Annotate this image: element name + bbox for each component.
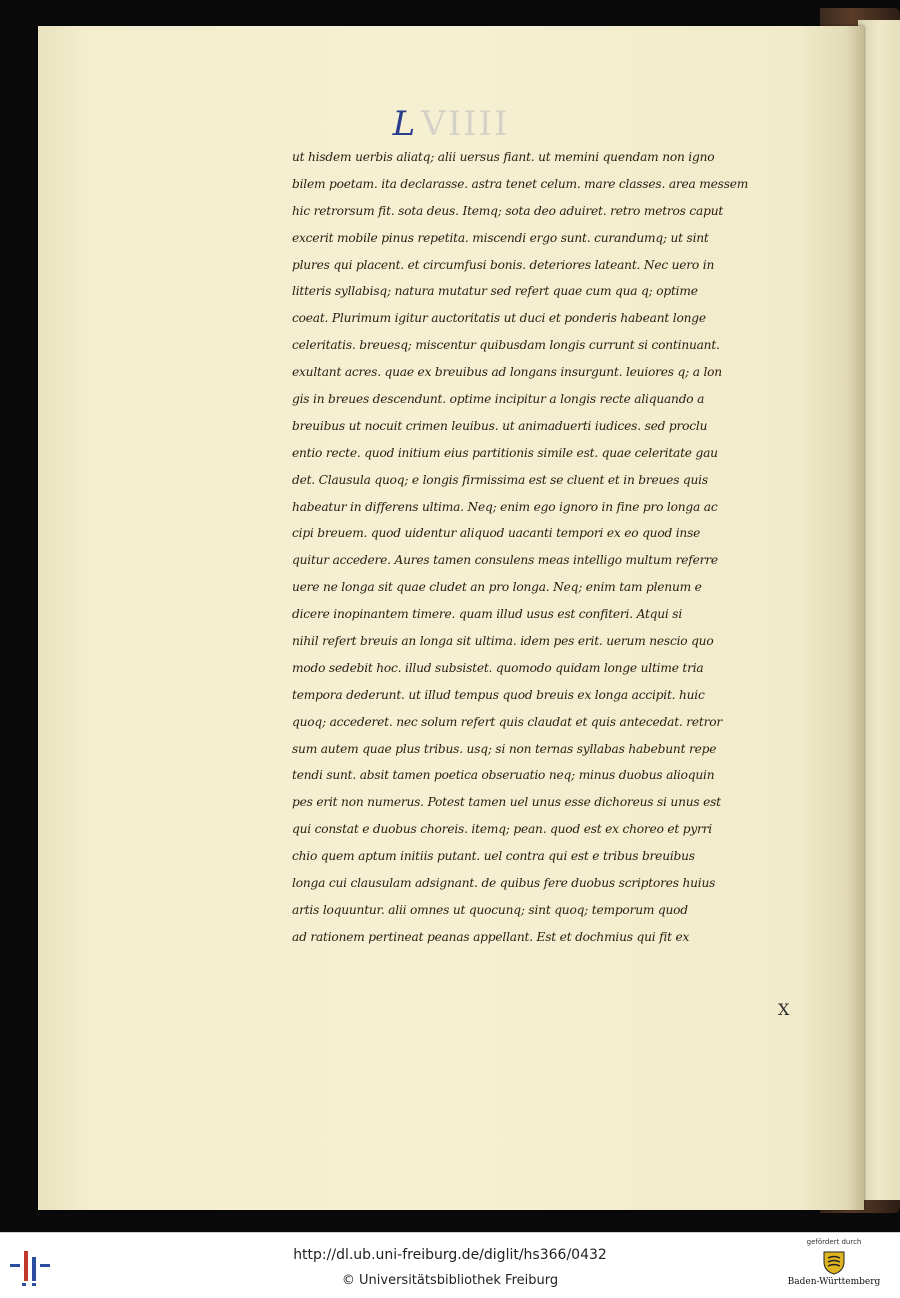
manuscript-line: cipi breuem. quod uidentur aliquod uacanti tempori ex eo quod inse	[292, 526, 701, 541]
chapter-initial: L	[392, 104, 418, 144]
manuscript-line: chio quem aptum initiis putant. uel contra qui est e tribus breuibus	[292, 849, 695, 864]
manuscript-line: celeritatis. breuesq; miscentur quibusdam longis currunt si continuant.	[292, 338, 720, 353]
copyright-notice: © Universitätsbibliothek Freiburg	[341, 1273, 559, 1288]
facing-page-edge	[858, 20, 900, 1200]
manuscript-line: det. Clausula quoq; e longis firmissima est se cluent et in breues quis	[292, 472, 708, 487]
manuscript-line: exultant acres. quae ex breuibus ad longans insurgunt. leuiores q; a lon	[292, 365, 722, 380]
manuscript-line: tempora dederunt. ut illud tempus quod breuis ex longa accipit. huic	[292, 687, 705, 702]
manuscript-line: bilem poetam. ita declarasse. astra tenet celum. mare classes. area messem	[292, 176, 749, 191]
page-gutter-shadow	[846, 26, 864, 1210]
manuscript-line: dicere inopinantem timere. quam illud usus est confiteri. Atqui si	[292, 607, 683, 622]
manuscript-line: breuibus ut nocuit crimen leuibus. ut animaduerti iudices. sed proclu	[292, 418, 708, 433]
footer-bar	[0, 1232, 900, 1298]
chapter-number-showthrough: VIIII	[421, 104, 510, 144]
manuscript-line: uere ne longa sit quae cludet an pro longa. Neq; enim tam plenum e	[292, 580, 702, 595]
manuscript-line: coeat. Plurimum igitur auctoritatis ut duci et ponderis habeant longe	[292, 311, 706, 326]
manuscript-line: quitur accedere. Aures tamen consulens meas intelligo multum referre	[292, 553, 718, 568]
manuscript-line: modo sedebit hoc. illud subsistet. quomodo quidam longe ultime tria	[292, 660, 704, 675]
manuscript-text-block	[292, 144, 832, 951]
manuscript-line: tendi sunt. absit tamen poetica obseruatio neq; minus duobus alioquin	[292, 768, 715, 783]
manuscript-line: qui constat e duobus choreis. itemq; pean. quod est ex choreo et pyrri	[292, 822, 713, 837]
permalink-url[interactable]: http://dl.ub.uni-freiburg.de/diglit/hs366/0432	[293, 1247, 607, 1263]
coat-of-arms-icon	[821, 1249, 847, 1275]
manuscript-line: ad rationem pertineat peanas appellant. Est et dochmius qui fit ex	[292, 929, 690, 944]
manuscript-line: litteris syllabisq; natura mutatur sed refert quae cum qua q; optime	[292, 284, 698, 299]
manuscript-line: ut hisdem uerbis aliatq; alii uersus fiant. ut memini quendam non igno	[292, 150, 715, 164]
manuscript-line: habeatur in differens ultima. Neq; enim ego ignoro in fine pro longa ac	[292, 499, 718, 514]
manuscript-line: pes erit non numerus. Potest tamen uel unus esse dichoreus si unus est	[292, 795, 721, 810]
manuscript-line: gis in breues descendunt. optime incipitur a longis recte aliquando a	[292, 392, 705, 407]
sponsor-name: Baden-Württemberg	[787, 1277, 881, 1287]
manuscript-line: nihil refert breuis an longa sit ultima. idem pes erit. uerum nescio quo	[292, 634, 714, 649]
manuscript-page	[38, 26, 864, 1210]
manuscript-line: plures qui placent. et circumfusi bonis. deteriores lateant. Nec uero in	[292, 257, 715, 272]
chapter-heading	[38, 104, 864, 144]
manuscript-line: artis loquuntur. alii omnes ut quocunq; sint quoq; temporum quod	[292, 902, 688, 917]
manuscript-line: hic retrorsum fit. sota deus. Itemq; sota deo aduiret. retro metros caput	[292, 203, 724, 218]
manuscript-line: excerit mobile pinus repetita. miscendi ergo sunt. curandumq; ut sint	[292, 230, 709, 245]
sponsor-badge	[778, 1238, 890, 1296]
manuscript-line: sum autem quae plus tribus. usq; si non ternas syllabas habebunt repe	[292, 741, 717, 756]
manuscript-line: entio recte. quod initium eius partitionis simile est. quae celeritate gau	[292, 445, 718, 460]
folio-mark: X	[778, 1000, 790, 1019]
manuscript-line: quoq; accederet. nec solum refert quis claudat et quis antecedat. retror	[292, 714, 723, 729]
sponsor-label: gefördert durch	[806, 1238, 862, 1246]
manuscript-line: longa cui clausulam adsignant. de quibus fere duobus scriptores huius	[292, 876, 716, 891]
